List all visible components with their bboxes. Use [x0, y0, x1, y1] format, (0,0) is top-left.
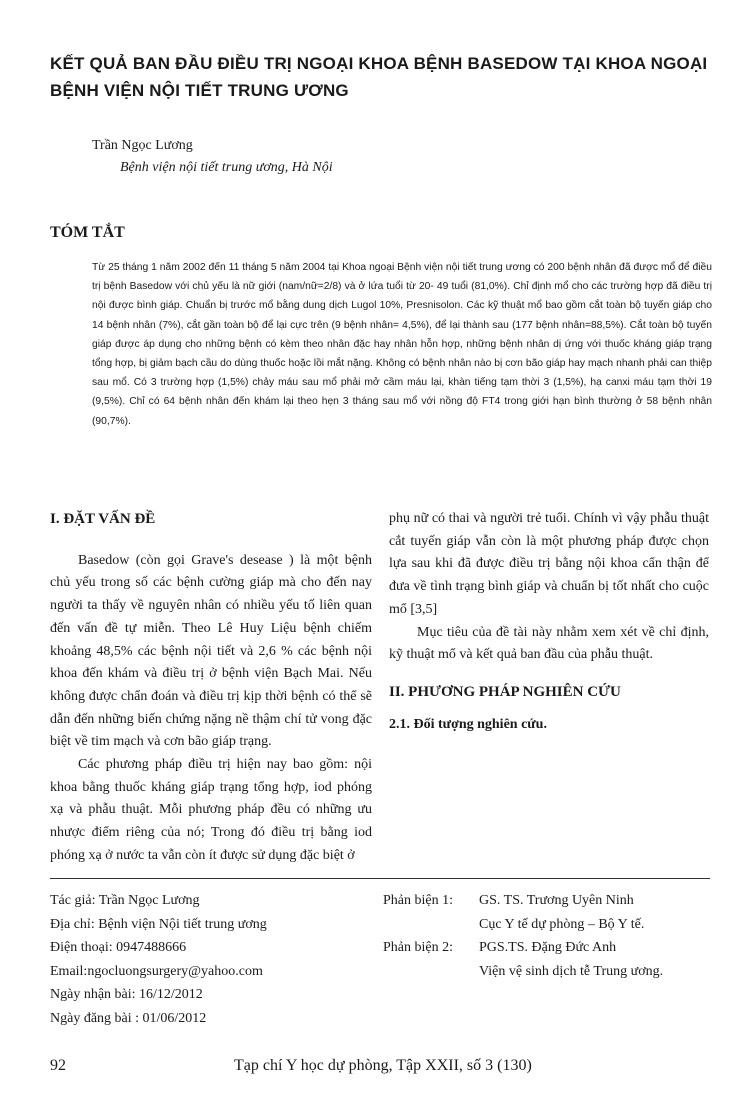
article-title: KẾT QUẢ BAN ĐẦU ĐIỀU TRỊ NGOẠI KHOA BỆNH BASEDOW TẠI KHOA NGOẠI BỆNH VIỆN NỘI TIẾT TRUNG ƯƠNG: [50, 54, 708, 100]
intro-paragraph-2: Các phương pháp điều trị hiện nay bao gồm: nội khoa bằng thuốc kháng giáp trạng tổng hợp, iod phóng xạ và phẫu thuật. Mỗi phương pháp đều có những ưu nhược điểm riêng của nó; Trong đó điều trị bằng iod phóng xạ ở nước ta vẫn còn ít được sử dụng đặc biệt ở: [50, 757, 372, 863]
page-number: 92: [50, 1057, 66, 1074]
published-date: Ngày đăng bài : 01/06/2012: [50, 1010, 207, 1026]
reviewer-2: [383, 936, 663, 983]
body-column-right: [389, 508, 709, 736]
received-date: Ngày nhận bài: 16/12/2012: [50, 987, 203, 1002]
intro-paragraph-1: Basedow (còn gọi Grave's desease ) là một bệnh chủ yếu trong số các bệnh cường giáp mà cho đến nay người ta thấy về nguyên nhân có nhiều yếu tố liên quan đến vấn đề tự miễn. Theo Lê Huy Liệu bệnh chiếm khoảng 48,5% các bệnh nội tiết và 2,6 % các bệnh nội khoa đến khám và điều trị ở bệnh viện Bạch Mai. Nếu không được chẩn đoán và điều trị kịp thời bệnh có thể sẽ dẫn đến những biến chứng nặng nề thậm chí tử vong đặc biệt về tim mạch và cơn bão giáp trạng.: [50, 552, 372, 750]
reviewer-1-label: Phản biện 1:: [383, 893, 453, 908]
contact-address: Địa chỉ: Bệnh viện Nội tiết trung ương: [50, 916, 267, 932]
contact-author: Tác giả: Trần Ngọc Lương: [50, 893, 200, 908]
body-column-left: [50, 508, 372, 868]
reviewer-1-org: Cục Y tế dự phòng – Bộ Y tế.: [479, 916, 645, 932]
section-heading-methods: II. PHƯƠNG PHÁP NGHIÊN CỨU: [389, 683, 621, 700]
reviewer-2-name: PGS.TS. Đặng Đức Anh: [479, 940, 617, 955]
author-name: Trần Ngọc Lương: [92, 138, 193, 153]
section-heading-introduction: I. ĐẶT VẤN ĐỀ: [50, 511, 156, 527]
footnote-divider: [50, 878, 710, 879]
author-affiliation: Bệnh viện nội tiết trung ương, Hà Nội: [120, 160, 333, 175]
reviewer-1-name: GS. TS. Trương Uyên Ninh: [479, 893, 634, 908]
abstract-heading: TÓM TẮT: [50, 224, 125, 241]
reviewer-2-label: Phản biện 2:: [383, 940, 453, 955]
reviewer-2-org: Viện vệ sinh dịch tễ Trung ương.: [479, 963, 664, 979]
reviewer-1: [383, 889, 663, 936]
author-contact-info: [50, 889, 267, 1030]
contact-email: Email:ngocluongsurgery@yahoo.com: [50, 963, 263, 979]
reviewers-block: [383, 889, 663, 983]
abstract-text: Từ 25 tháng 1 năm 2002 đến 11 tháng 5 năm 2004 tại Khoa ngoại Bệnh viện nội tiết trung ương có 200 bệnh nhân đã được mổ để điều trị bệnh Basedow với chủ yếu là nữ giới (nam/nữ=2/8) và ở lứa tuổi từ 20- 49 tuổi (81,0%). Chỉ định mổ cho các trường hợp đã điều trị nội được bình giáp. Chuẩn bị trước mổ bằng dung dịch Lugol 10%, Presnisolon. Các kỹ thuật mổ bao gồm cắt toàn bộ tuyến giáp cho 14 bệnh nhân (7%), cắt gần toàn bộ để lại cực trên (9 bệnh nhân= 4,5%), để lại thành sau (177 bệnh nhân=88,5%). Cắt toàn bộ tuyến giáp được áp dụng cho những bệnh có kèm theo nhân đặc hay nhân hỗn hợp, những bệnh nhân dị ứng với thuốc kháng giáp trạng tổng hợp, bị giảm bạch cầu do dùng thuốc hoặc lồi mắt nặng. Không có bệnh nhân nào bị cơn bão giáp hay mạch nhanh phải can thiệp sau mổ. Có 3 trường hợp (1,5%) chảy máu sau mổ phải mở cầm máu lại, khàn tiếng tạm thời 3 (1,5%), hạ canxi máu tạm thời 19 (9,5%). Chỉ có 64 bệnh nhân đến khám lại theo hẹn 3 tháng sau mổ với nồng độ FT4 trong giới hạn bình thường ở 58 bệnh nhân (90,7%).: [92, 262, 712, 427]
subsection-heading-subjects: 2.1. Đối tượng nghiên cứu.: [389, 716, 547, 732]
contact-phone: Điện thoại: 0947488666: [50, 940, 187, 955]
intro-paragraph-3: Mục tiêu của đề tài này nhằm xem xét về chỉ định, kỹ thuật mổ và kết quả ban đầu của phẫu thuật.: [389, 624, 709, 663]
journal-citation: Tạp chí Y học dự phòng, Tập XXII, số 3 (130): [234, 1057, 532, 1074]
intro-paragraph-2-continued: phụ nữ có thai và người trẻ tuổi. Chính vì vậy phẫu thuật cắt tuyến giáp vẫn còn là một phương pháp được chọn lựa sau khi đã được điều trị bằng nội khoa cẩn thận để đưa về tình trạng bình giáp và chuẩn bị tốt nhất cho cuộc mổ [3,5]: [389, 511, 709, 617]
